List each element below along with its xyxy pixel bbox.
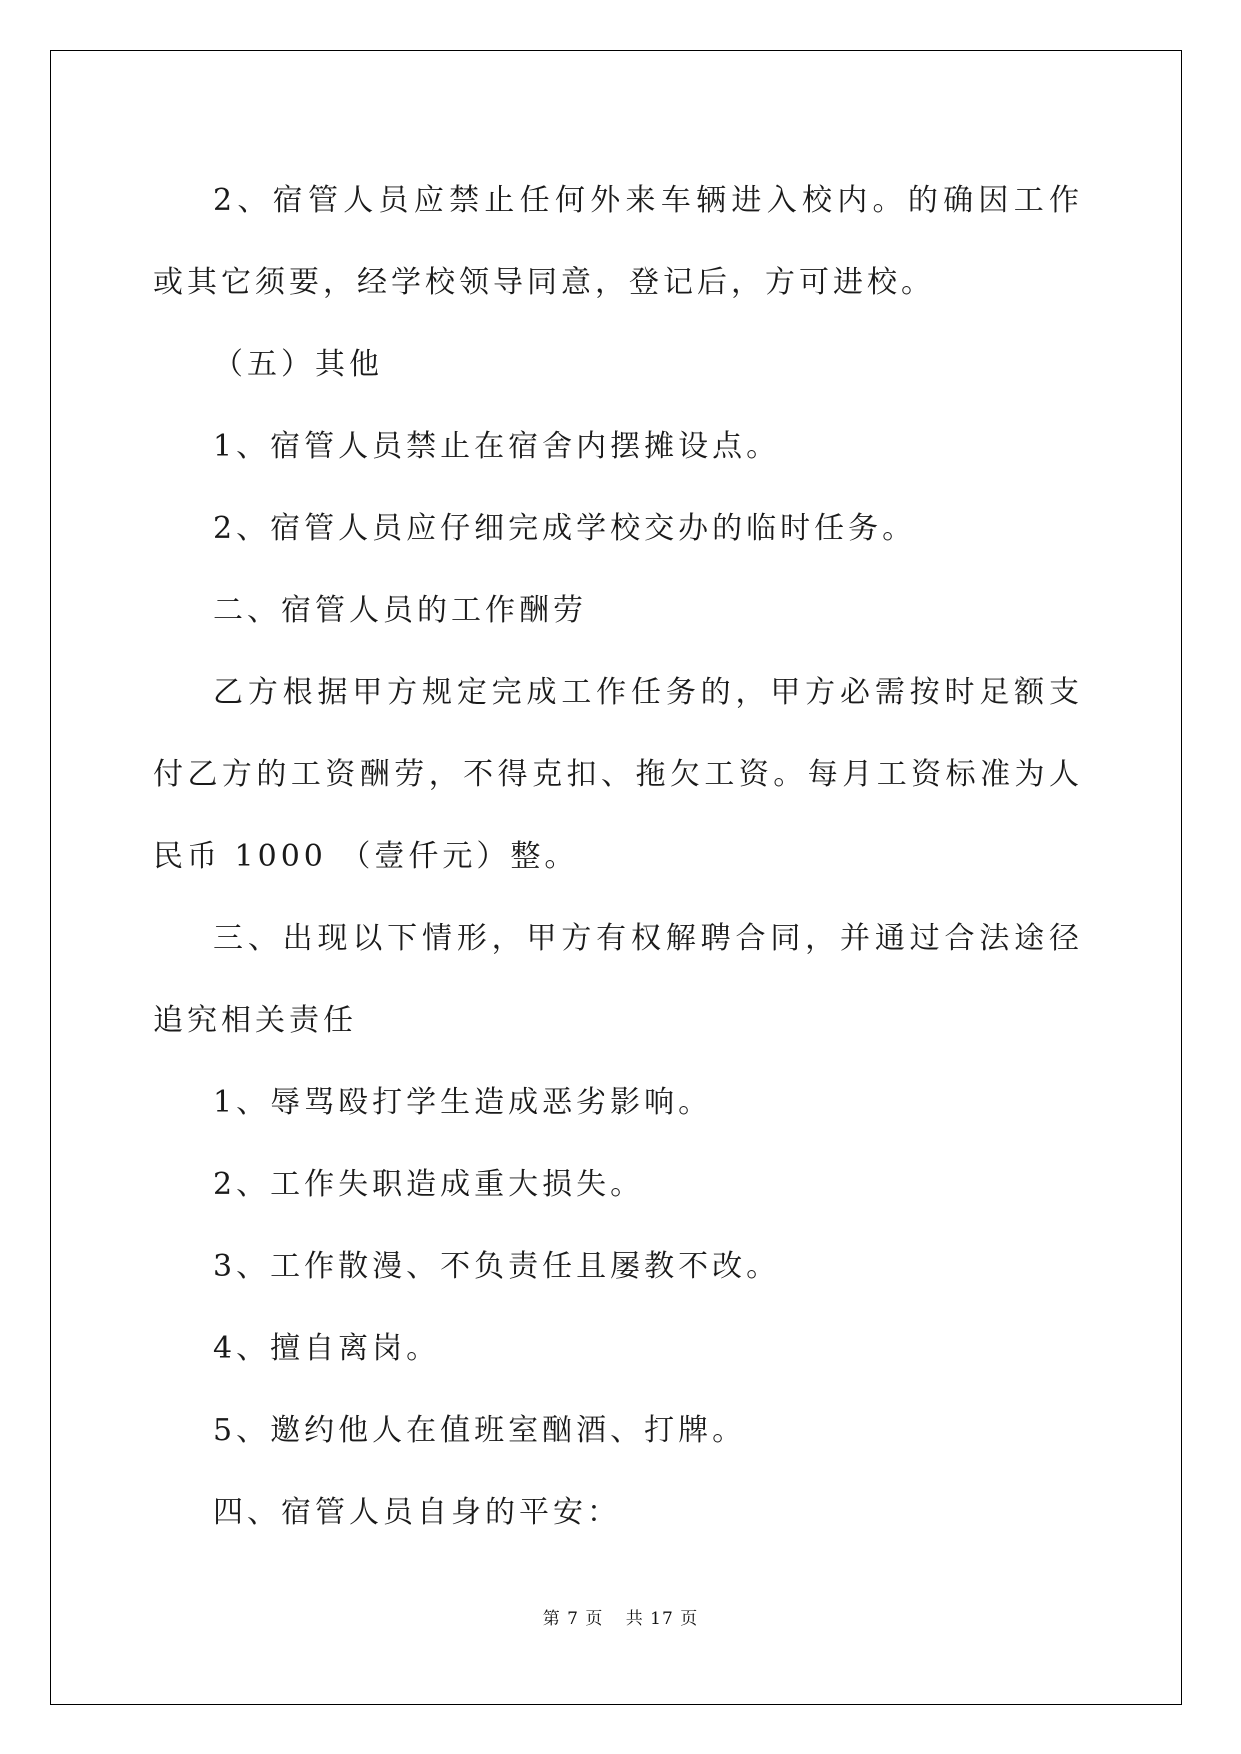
paragraph: 5、邀约他人在值班室酗酒、打牌。	[213, 1413, 747, 1448]
paragraph: 3、工作散漫、不负责任且屡教不改。	[213, 1249, 781, 1284]
page-number: 第 7 页	[542, 1609, 604, 1629]
document-body	[153, 160, 1083, 1554]
section-heading: 二、宿管人员的工作酬劳	[213, 593, 587, 628]
paragraph: 2、宿管人员应禁止任何外来车辆进入校内。的确因工作或其它须要，经学校领导同意，登记后，方可进校。	[153, 183, 1083, 300]
paragraph: 1、宿管人员禁止在宿舍内摆摊设点。	[213, 429, 781, 464]
paragraph: 4、擅自离岗。	[213, 1331, 441, 1366]
paragraph: 1、辱骂殴打学生造成恶劣影响。	[213, 1085, 713, 1120]
paragraph: 乙方根据甲方规定完成工作任务的，甲方必需按时足额支付乙方的工资酬劳，不得克扣、拖欠工资。每月工资标准为人民币 1000 （壹仟元）整。	[153, 675, 1083, 874]
page-total: 共 17 页	[625, 1609, 699, 1629]
page-footer	[0, 1604, 1241, 1629]
paragraph: 2、工作失职造成重大损失。	[213, 1167, 645, 1202]
section-heading: 四、宿管人员自身的平安：	[213, 1495, 621, 1530]
section-heading: 三、出现以下情形，甲方有权解聘合同，并通过合法途径追究相关责任	[153, 921, 1083, 1038]
paragraph: 2、宿管人员应仔细完成学校交办的临时任务。	[213, 511, 917, 546]
section-heading: （五）其他	[213, 347, 383, 382]
